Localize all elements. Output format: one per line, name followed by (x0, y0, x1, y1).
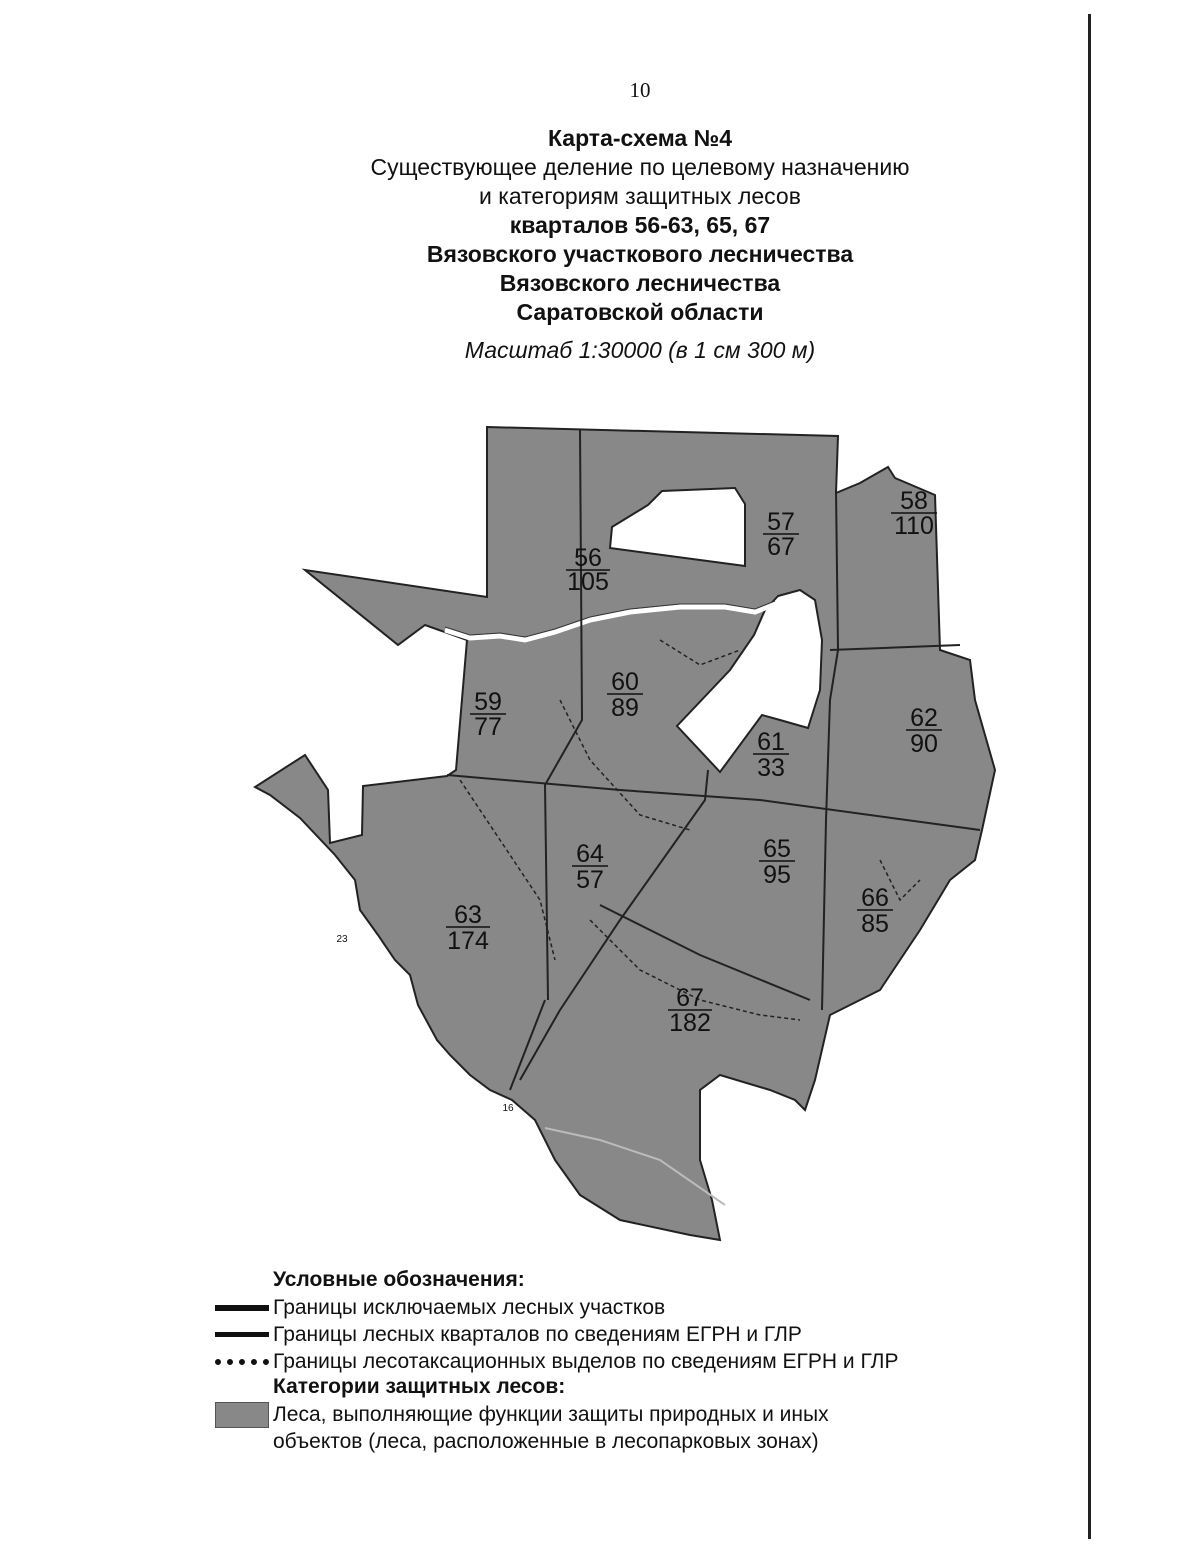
svg-text:59: 59 (474, 688, 502, 716)
map-title-block (0, 124, 1200, 364)
gray-fill-symbol (215, 1401, 269, 1428)
svg-text:85: 85 (861, 910, 889, 938)
quarter-62 (906, 704, 942, 758)
outside-label-16: 16 (502, 1103, 514, 1114)
legend-label: Границы исключаемых лесных участков (273, 1296, 666, 1319)
svg-text:90: 90 (910, 730, 938, 758)
svg-text:60: 60 (611, 668, 639, 696)
forest-quarters-map (0, 400, 1090, 1260)
legend-item-subcompartment (215, 1348, 1075, 1375)
legend-item-quarter-boundary (215, 1321, 1075, 1348)
svg-text:182: 182 (669, 1009, 711, 1037)
map-forestry-line: Вязовского лесничества (499, 270, 781, 296)
outside-label-23: 23 (336, 934, 348, 945)
legend-item-category (215, 1401, 1075, 1455)
quarter-59 (470, 688, 506, 741)
map-title: Карта-схема №4 (547, 125, 733, 151)
legend-category-line-1: Леса, выполняющие функции защиты природных и иных (273, 1403, 829, 1426)
quarter-60 (607, 668, 643, 722)
dotted-line-symbol (215, 1348, 269, 1375)
svg-text:65: 65 (763, 835, 791, 863)
svg-text:105: 105 (567, 568, 609, 596)
svg-text:64: 64 (576, 840, 604, 868)
legend-category-line-2: объектов (леса, расположенные в лесопарковых зонах) (273, 1430, 819, 1453)
map-region-line: Саратовской области (516, 299, 764, 325)
quarter-65 (759, 835, 795, 889)
legend-item-excluded (215, 1294, 1075, 1321)
svg-text:58: 58 (900, 487, 928, 515)
svg-text:77: 77 (474, 713, 502, 741)
legend (215, 1268, 1075, 1455)
map-quarters-line: кварталов 56-63, 65, 67 (509, 212, 771, 238)
svg-text:67: 67 (767, 533, 795, 561)
svg-text:62: 62 (910, 704, 938, 732)
svg-text:56: 56 (574, 544, 602, 572)
svg-text:174: 174 (447, 927, 489, 955)
quarter-57 (763, 508, 799, 561)
svg-text:67: 67 (676, 984, 704, 1012)
svg-text:61: 61 (757, 728, 785, 756)
legend-label: Границы лесотаксационных выделов по сведениям ЕГРН и ГЛР (273, 1350, 899, 1373)
thick-line-symbol (215, 1294, 269, 1321)
legend-category-title: Категории защитных лесов: (273, 1375, 566, 1398)
svg-text:57: 57 (576, 866, 604, 894)
quarter-66 (857, 884, 893, 938)
svg-text:110: 110 (894, 512, 934, 540)
quarter-64 (572, 840, 608, 894)
legend-label: Границы лесных кварталов по сведениям ЕГРН и ГЛР (273, 1323, 802, 1346)
svg-text:63: 63 (454, 901, 482, 929)
line-symbol (215, 1321, 269, 1348)
map-subtitle-2: и категориям защитных лесов (479, 183, 801, 209)
legend-title: Условные обозначения: (273, 1268, 525, 1291)
svg-text:33: 33 (757, 754, 785, 782)
quarter-61 (753, 728, 789, 782)
legend-category-text (273, 1401, 829, 1455)
svg-text:66: 66 (861, 884, 889, 912)
svg-text:89: 89 (611, 694, 639, 722)
svg-text:95: 95 (763, 861, 791, 889)
svg-text:57: 57 (767, 508, 795, 536)
page-number: 10 (629, 78, 651, 102)
map-district-line: Вязовского участкового лесничества (426, 241, 854, 267)
map-scale: Масштаб 1:30000 (в 1 см 300 м) (464, 337, 816, 363)
map-subtitle-1: Существующее деление по целевому назначению (370, 154, 910, 180)
